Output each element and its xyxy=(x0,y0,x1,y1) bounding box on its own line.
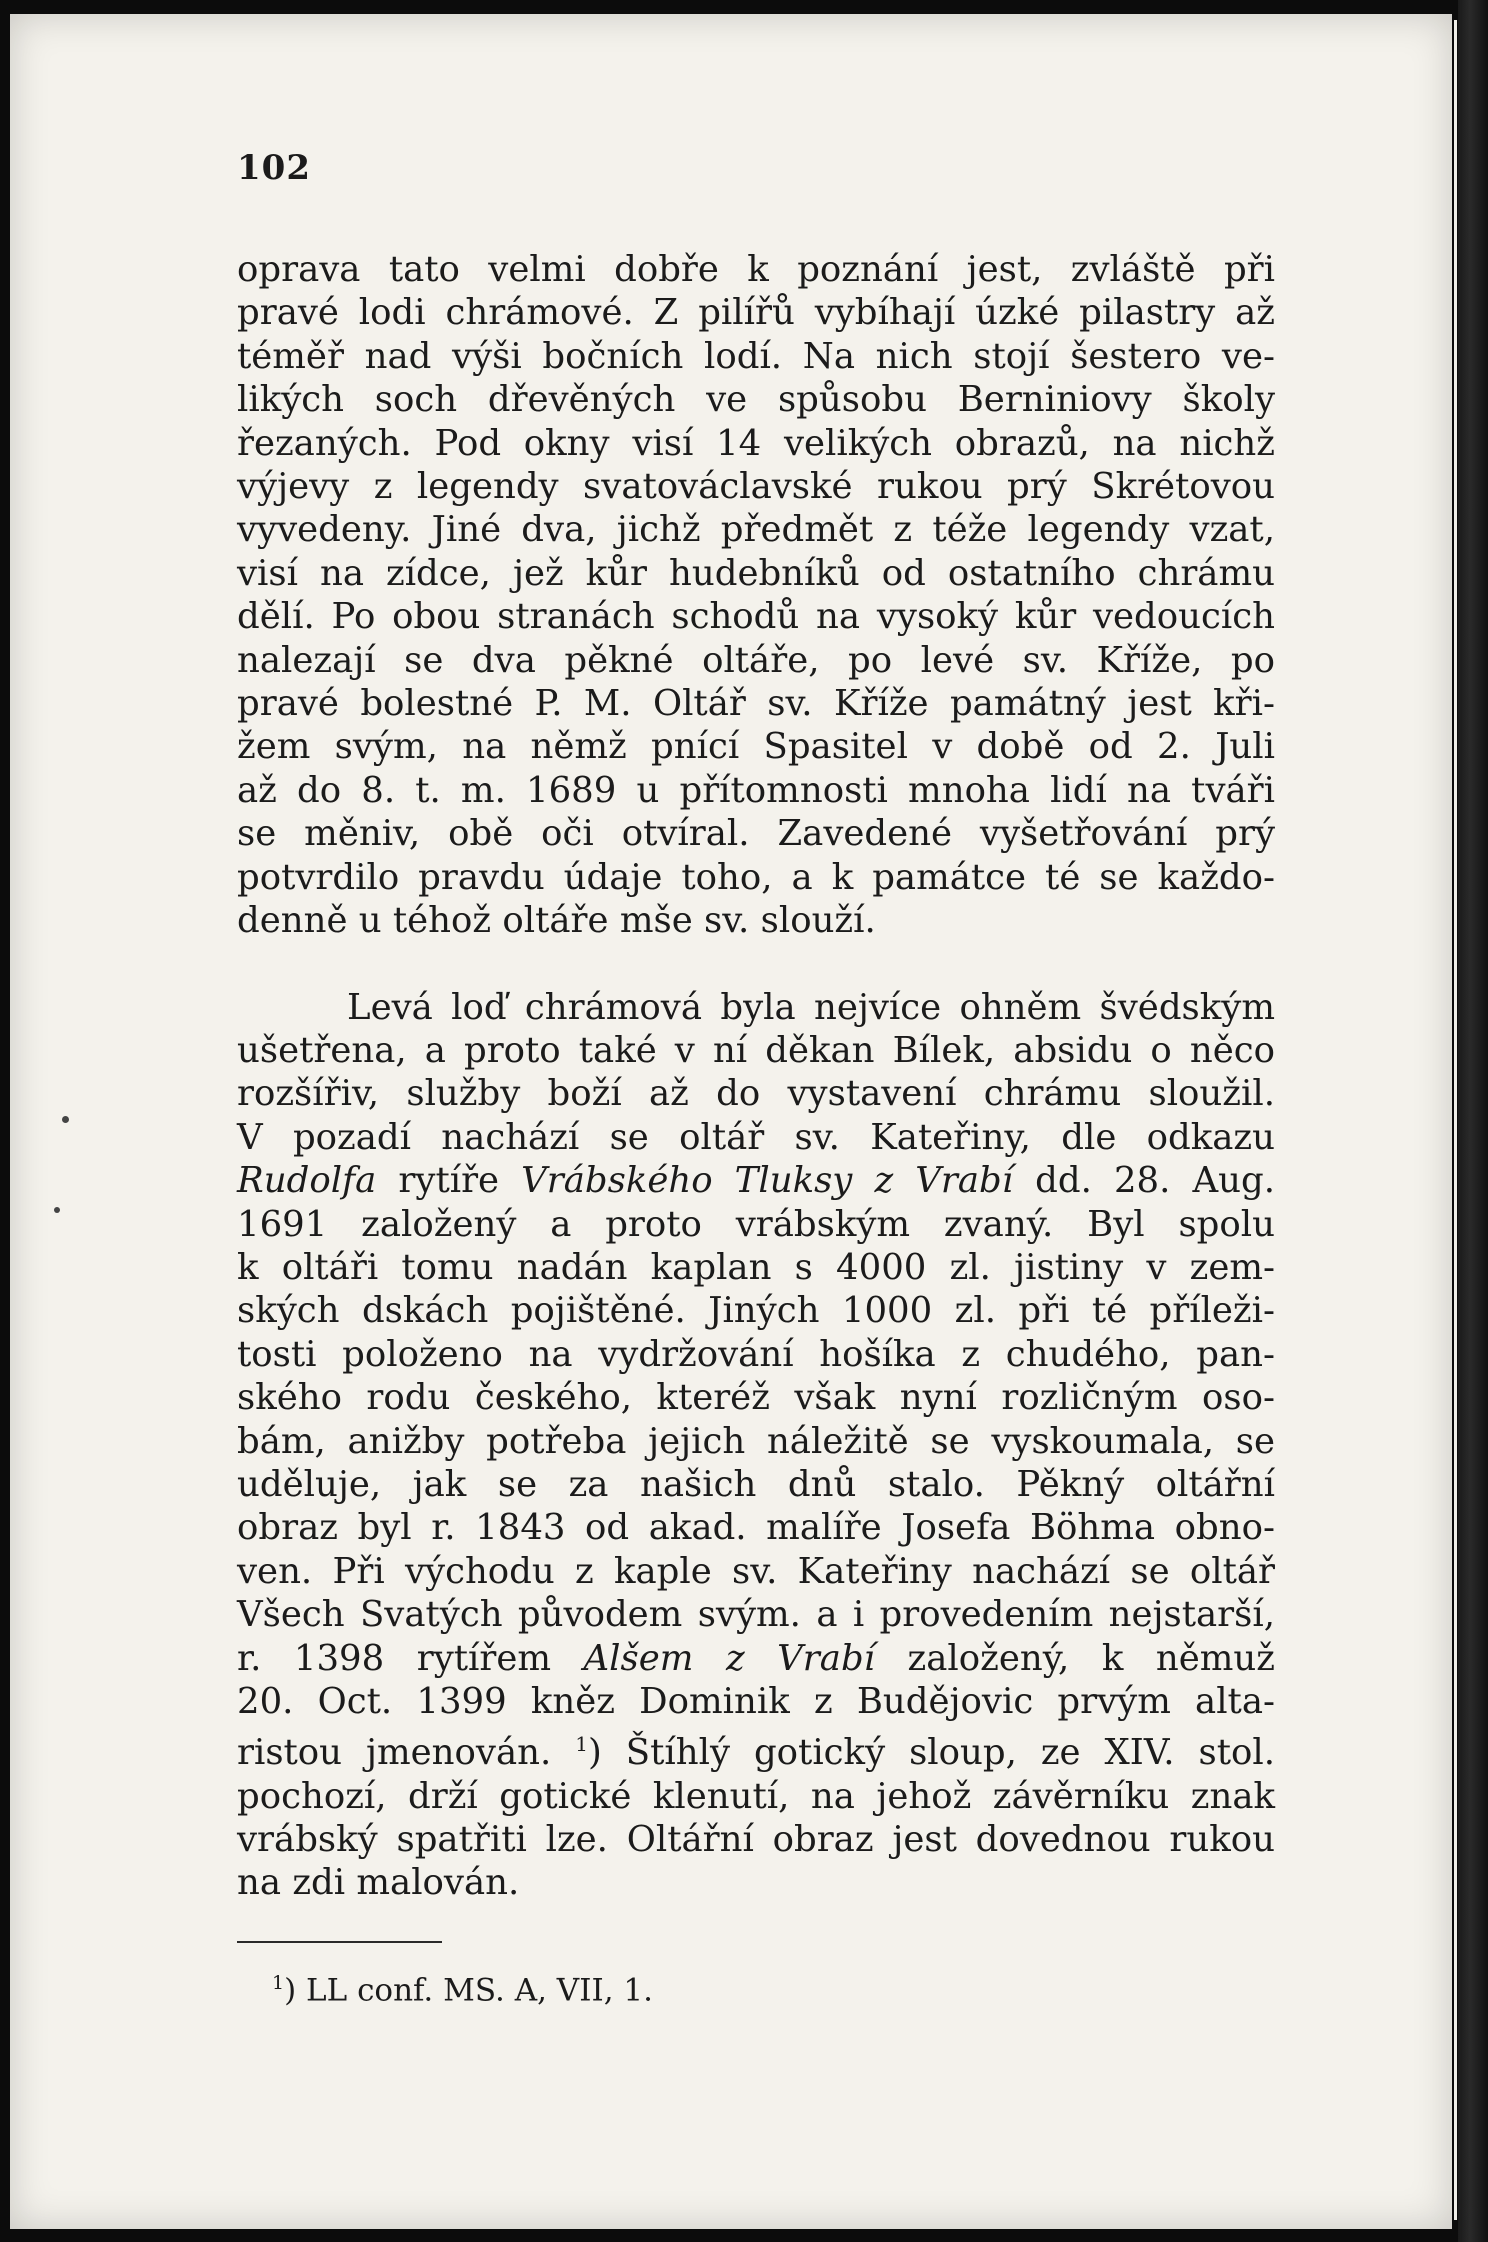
text-line: obraz byl r. 1843 od akad. malíře Josefa Böhma obno- xyxy=(237,1507,1275,1549)
text-line: ven. Při východu z kaple sv. Kateřiny nachází se oltář xyxy=(237,1550,1275,1592)
text-line: řezaných. Pod okny visí 14 velikých obrazů, na nichž xyxy=(237,422,1275,464)
footnote-rule xyxy=(237,1941,442,1943)
footnote-text: ) LL conf. MS. A, VII, 1. xyxy=(284,1972,653,2009)
text-fragment: dd. 28. Aug. xyxy=(1013,1160,1275,1202)
text-line: dělí. Po obou stranách schodů na vysoký kůr vedoucích xyxy=(237,596,1275,638)
text-line: bám, anižby potřeba jejich náležitě se vyskoumala, se xyxy=(237,1420,1275,1462)
text-line: vrábský spatřiti lze. Oltářní obraz jest dovednou rukou xyxy=(237,1819,1275,1861)
text-line: rozšířiv, služby boží až do vystavení chrámu sloužil. xyxy=(237,1073,1275,1115)
footnote-marker: 1 xyxy=(272,1972,285,1994)
text-line: vyvedeny. Jiné dva, jichž předmět z téže legendy vzat, xyxy=(237,509,1275,551)
text-line: výjevy z legendy svatováclavské rukou prý Skrétovou xyxy=(237,466,1275,508)
italic-name: Alšem z Vrabí xyxy=(583,1637,876,1679)
text-fragment: založený, k němuž xyxy=(875,1637,1275,1679)
page-number: 102 xyxy=(237,148,311,188)
text-line: pravé lodi chrámové. Z pilířů vybíhají úzké pilastry až xyxy=(237,292,1275,334)
paragraph-gap xyxy=(237,943,1275,986)
text-fragment: ) Štíhlý gotický sloup, ze XIV. stol. xyxy=(587,1732,1275,1774)
text-line: nalezají se dva pěkné oltáře, po levé sv. Kříže, po xyxy=(237,639,1275,681)
text-line: pravé bolestné P. M. Oltář sv. Kříže památný jest kři- xyxy=(237,683,1275,725)
text-line: Levá loď chrámová byla nejvíce ohněm švédským xyxy=(347,986,1275,1028)
text-line: tosti položeno na vydržování hošíka z chudého, pan- xyxy=(237,1333,1275,1375)
footnote xyxy=(272,1972,653,2008)
text-line: ských dskách pojištěné. Jiných 1000 zl. při té příleži- xyxy=(237,1290,1275,1332)
text-line: 1691 založený a proto vrábským zvaný. Byl spolu xyxy=(237,1203,1275,1245)
text-line: na zdi malován. xyxy=(237,1862,520,1904)
dust-speck xyxy=(54,1207,60,1213)
text-line: denně u téhož oltáře mše sv. slouží. xyxy=(237,900,876,942)
text-line: žem svým, na němž pnící Spasitel v době od 2. Juli xyxy=(237,726,1275,768)
text-line xyxy=(237,1159,1275,1202)
text-line: oprava tato velmi dobře k poznání jest, zvláště při xyxy=(237,249,1275,290)
body-text xyxy=(237,248,1275,1905)
text-line: likých soch dřevěných ve spůsobu Berniniovy školy xyxy=(237,379,1275,421)
text-line: 20. Oct. 1399 kněz Dominik z Budějovic prvým alta- xyxy=(237,1681,1275,1722)
text-line: V pozadí nachází se oltář sv. Kateřiny, dle odkazu xyxy=(237,1116,1275,1158)
text-fragment: rytíře xyxy=(376,1160,522,1202)
footnote-reference: 1 xyxy=(575,1732,588,1757)
text-line: uděluje, jak se za našich dnů stalo. Pěkný oltářní xyxy=(237,1463,1275,1505)
italic-name: Vrábského Tluksy z Vrabí xyxy=(521,1160,1014,1202)
paragraph-1 xyxy=(237,248,1275,943)
text-line: pochozí, drží gotické klenutí, na jehož závěrníku znak xyxy=(237,1775,1275,1817)
text-line: k oltáři tomu nadán kaplan s 4000 zl. jistiny v zem- xyxy=(237,1246,1275,1288)
paragraph-2 xyxy=(237,986,1275,1905)
italic-name: Rudolfa xyxy=(237,1160,377,1202)
text-line: až do 8. t. m. 1689 u přítomnosti mnoha lidí na tváři xyxy=(237,769,1275,811)
text-line: Všech Svatých původem svým. a i provedením nejstarší, xyxy=(237,1594,1275,1636)
scan-border xyxy=(1458,0,1488,2242)
text-line: potvrdilo pravdu údaje toho, a k památce té se každo- xyxy=(237,856,1275,898)
text-line: téměř nad výši bočních lodí. Na nich stojí šestero ve- xyxy=(237,335,1275,377)
text-line xyxy=(237,1637,1275,1680)
text-line: se měniv, obě oči otvíral. Zavedené vyšetřování prý xyxy=(237,813,1275,855)
text-fragment: r. 1398 rytířem xyxy=(237,1637,584,1679)
text-line: ušetřena, a proto také v ní děkan Bílek, absidu o něco xyxy=(237,1029,1275,1071)
dust-speck xyxy=(62,1116,69,1123)
text-fragment: ristou jmenován. xyxy=(237,1732,576,1774)
text-line: visí na zídce, jež kůr hudebníků od ostatního chrámu xyxy=(237,552,1275,594)
next-page-edge xyxy=(1454,20,1457,2220)
text-line xyxy=(237,1723,1275,1774)
text-line: ského rodu českého, kteréž však nyní rozličným oso- xyxy=(237,1377,1275,1419)
